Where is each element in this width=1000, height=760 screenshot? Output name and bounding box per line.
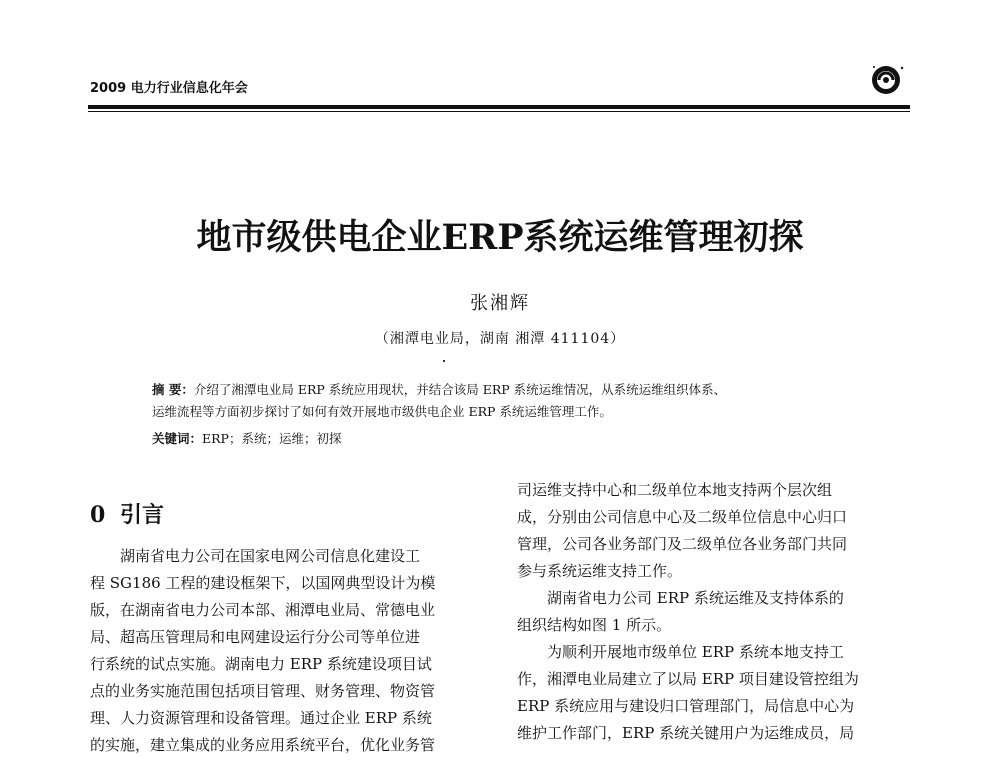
text-line: 行系统的试点实施。湖南电力 ERP 系统建设项目试 xyxy=(90,655,432,673)
keywords xyxy=(152,430,872,448)
text-line: 版，在湖南省电力公司本部、湘潭电业局、常德电业 xyxy=(90,601,436,619)
text-line: 维护工作部门，ERP 系统关键用户为运维成员，局 xyxy=(517,724,855,742)
separator-dot xyxy=(443,360,445,362)
keywords-label: 关键词： xyxy=(152,431,203,446)
text-line: 的实施，建立集成的业务应用系统平台，优化业务管 xyxy=(90,736,436,754)
abstract-line: 运维流程等方面初步探讨了如何有效开展地市级供电企业 ERP 系统运维管理工作。 xyxy=(152,404,612,419)
text-line: 湖南省电力公司在国家电网公司信息化建设工 xyxy=(120,547,421,565)
text-line: 管理，公司各业务部门及二级单位各业务部门共同 xyxy=(517,535,848,553)
paper-title: 地市级供电企业ERP系统运维管理初探 xyxy=(196,217,804,258)
abstract-label: 摘 要： xyxy=(152,382,194,397)
text-line: 理、人力资源管理和设备管理。通过企业 ERP 系统 xyxy=(90,709,432,727)
keywords-value: ERP；系统；运维；初探 xyxy=(202,431,342,446)
text-line: ERP 系统应用与建设归口管理部门，局信息中心为 xyxy=(517,697,855,715)
paper-affiliation: （湘潭电业局，湖南 湘潭 411104） xyxy=(374,331,626,347)
section-number: 0 xyxy=(90,502,106,528)
header-rule-thick xyxy=(88,105,910,109)
text-line: 局、超高压管理局和电网建设运行分公司等单位进 xyxy=(90,628,421,646)
text-line: 点的业务实施范围包括项目管理、财务管理、物资管 xyxy=(90,682,436,700)
text-line: 作，湘潭电业局建立了以局 ERP 项目建设管控组为 xyxy=(517,670,859,688)
text-line: 司运维支持中心和二级单位本地支持两个层次组 xyxy=(517,481,833,499)
text-line: 组织结构如图 1 所示。 xyxy=(517,616,672,634)
abstract-line: 介绍了湘潭电业局 ERP 系统应用现状，并结合该局 ERP 系统运维情况，从系统运维组织体系、 xyxy=(193,382,727,397)
right-column xyxy=(517,477,912,747)
section-title: 引言 xyxy=(120,502,165,528)
text-line: 成，分别由公司信息中心及二级单位信息中心归口 xyxy=(517,508,848,526)
paper-author: 张湘辉 xyxy=(470,293,530,314)
text-line: 参与系统运维支持工作。 xyxy=(517,562,683,580)
abstract xyxy=(152,379,872,423)
text-line: 为顺利开展地市级单位 ERP 系统本地支持工 xyxy=(547,643,844,661)
text-line: 湖南省电力公司 ERP 系统运维及支持体系的 xyxy=(547,589,844,607)
conference-header: 2009 电力行业信息化年会 xyxy=(90,81,248,96)
header-rule-thin xyxy=(88,111,910,112)
conference-logo-icon xyxy=(866,62,906,96)
section-heading xyxy=(90,498,164,529)
left-column xyxy=(90,543,485,759)
text-line: 程 SG186 工程的建设框架下，以国网典型设计为模 xyxy=(90,574,436,592)
